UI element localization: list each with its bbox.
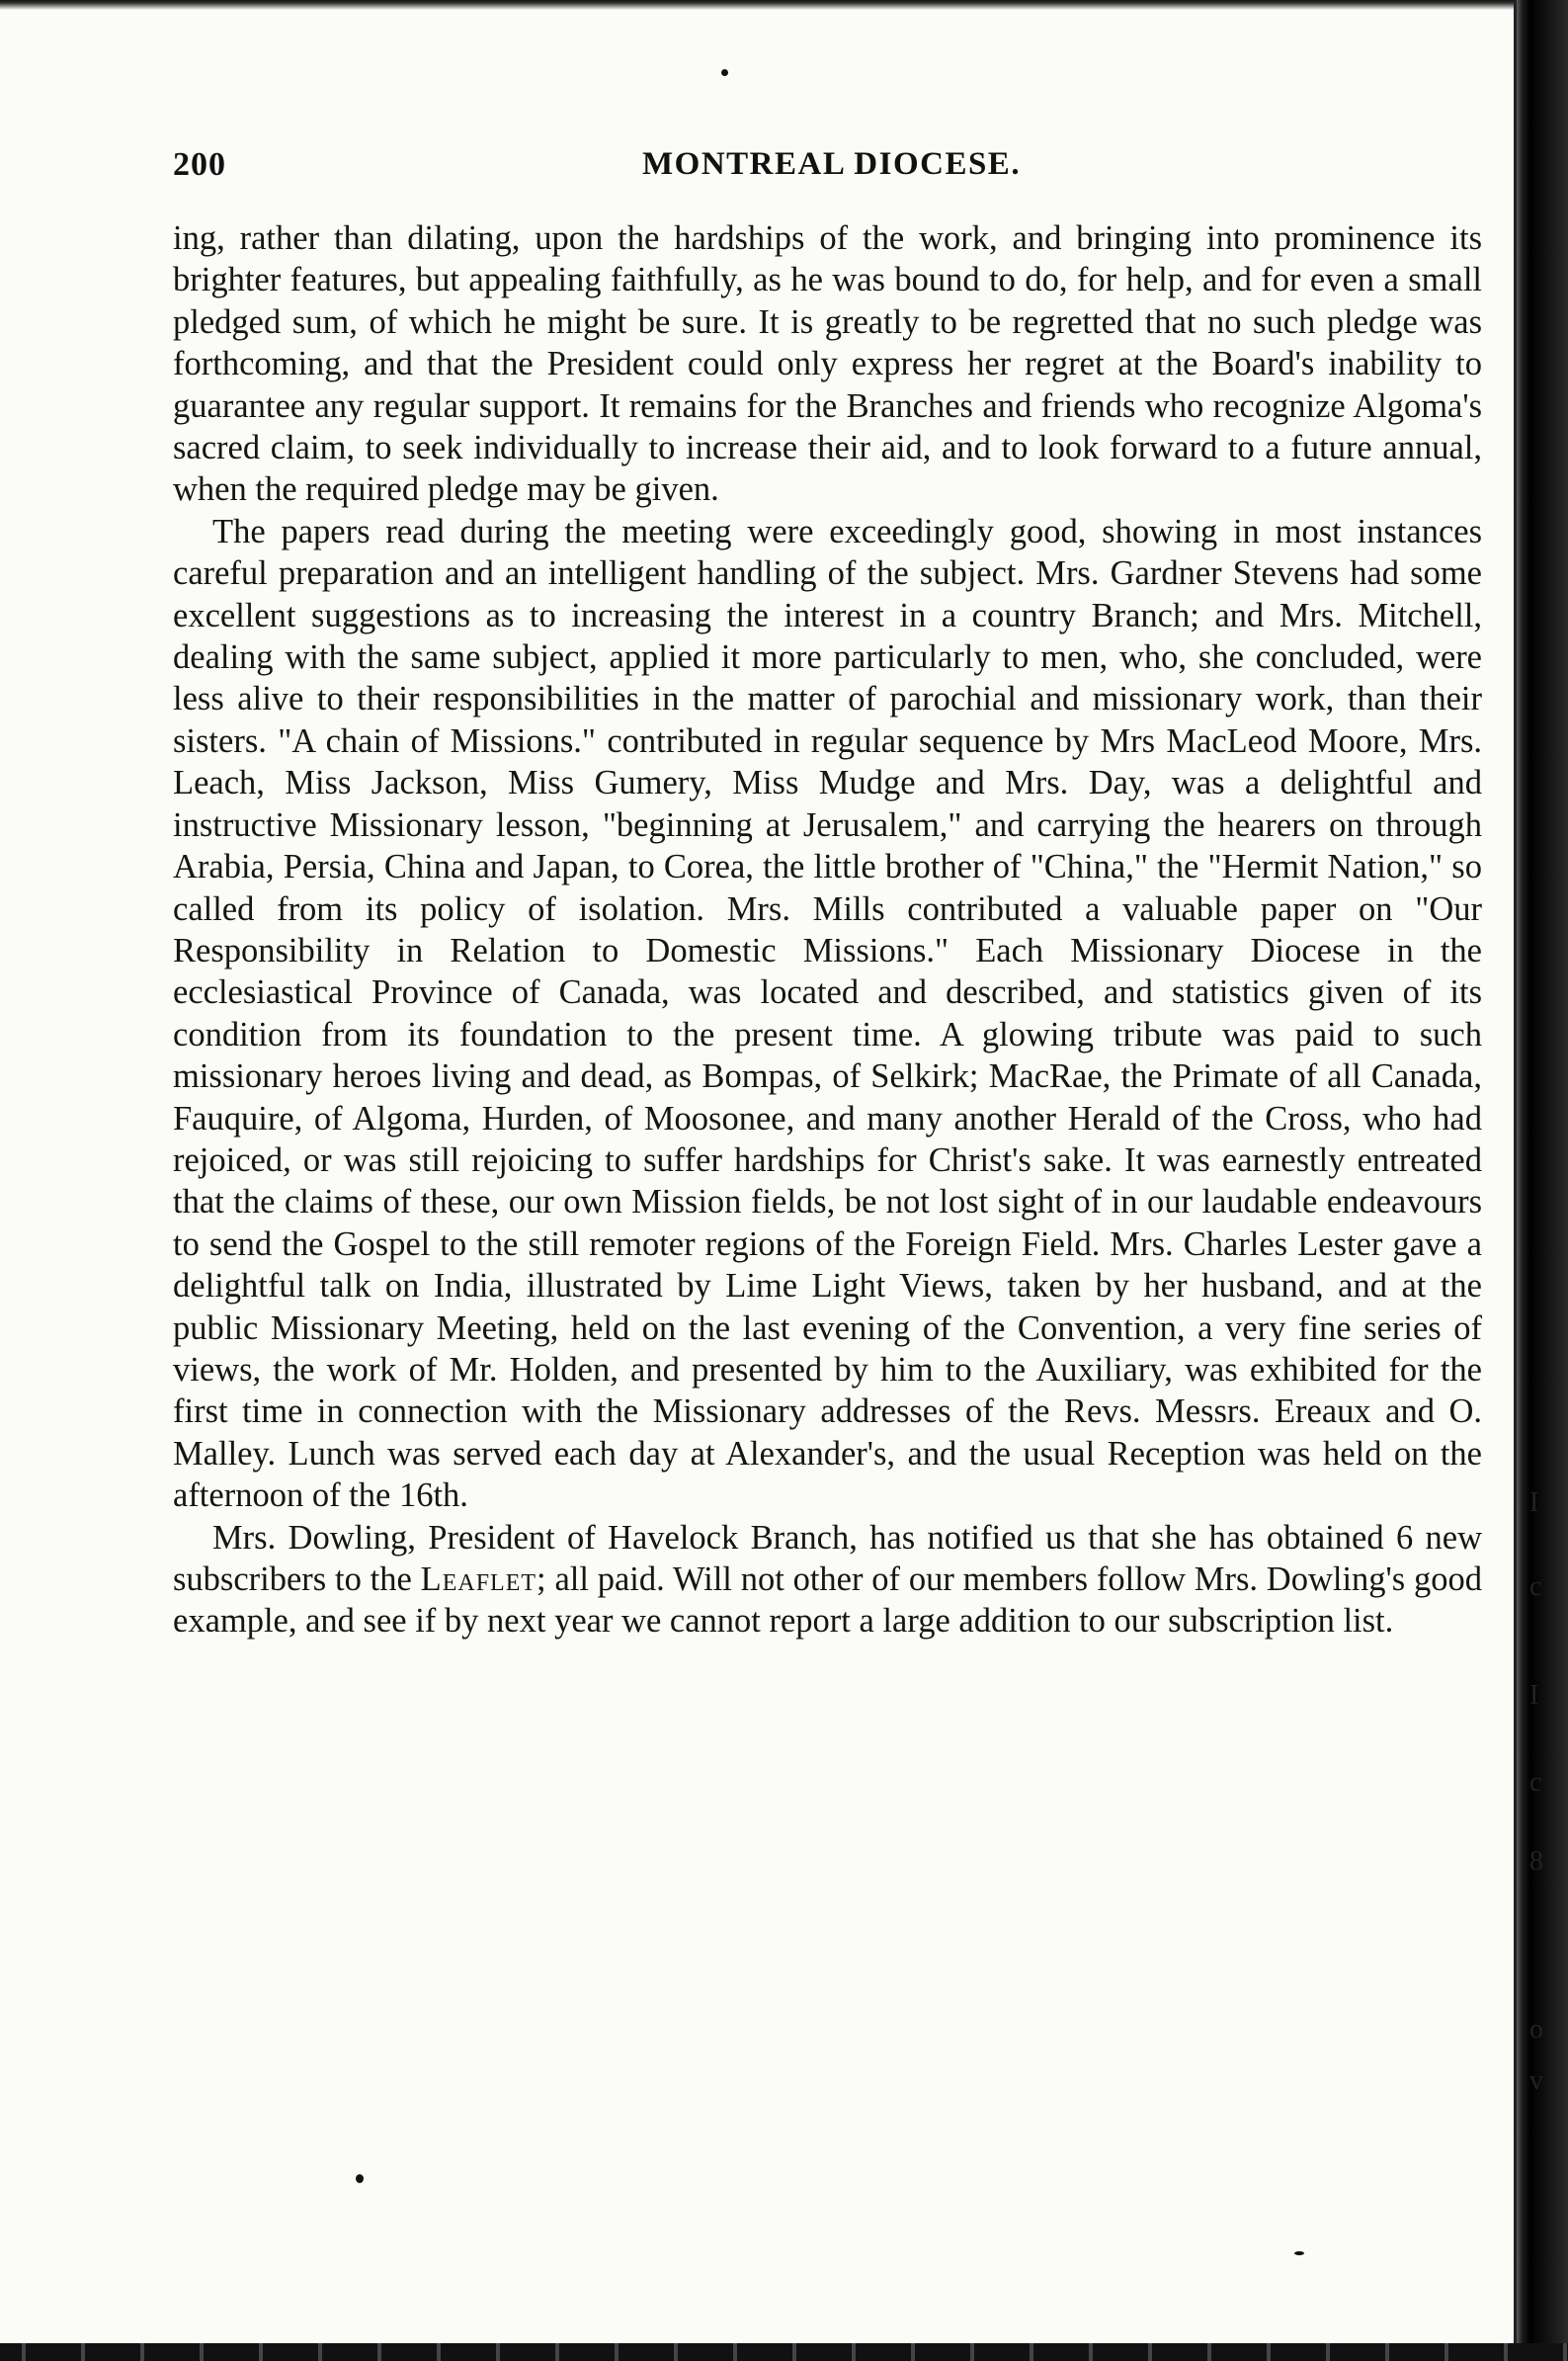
margin-fragment: c: [1529, 1767, 1542, 1798]
paragraph-text: ; all paid. Will not other of our members follow Mrs. Dowling's good example, and see if by next year we cannot report a large addition to our subscription list.: [173, 1560, 1483, 1641]
scan-speck: [1294, 2251, 1304, 2255]
margin-fragment: I: [1529, 1680, 1539, 1711]
margin-fragment: v: [1529, 2066, 1543, 2096]
scan-speck: [721, 69, 728, 76]
bottom-scan-edge: [0, 2343, 1568, 2361]
paragraph: ing, rather than dilating, upon the hardships of the work, and bringing into prominence its brighter features, but appealing faithfully, as he was bound to do, for help, and for even a small pledged sum, of which he might be sure. It is greatly to be regretted that no such pledge was forthcoming, and that the President could only express her regret at the Board's inability to guarantee any regular support. It remains for the Branches and friends who recognize Algoma's sacred claim, to seek individually to increase their aid, and to look forward to a future annual, when the required pledge may be given.: [173, 219, 1482, 509]
body-text: [173, 217, 1482, 1643]
running-head: MONTREAL DIOCESE.: [642, 146, 1022, 182]
scan-speck: [356, 2174, 364, 2183]
paragraph: The papers read during the meeting were exceedingly good, showing in most instances careful preparation and an intelligent handling of the subject. Mrs. Gardner Stevens had some excellent suggestions as to increasing the interest in a country Branch; and Mrs. Mitchell, dealing with the same subject, applied it more particularly to men, who, she concluded, were less alive to their responsibilities in the matter of parochial and missionary work, than their sisters. "A chain of Missions." contributed in regular sequence by Mrs MacLeod Moore, Mrs. Leach, Miss Jackson, Miss Gumery, Miss Mudge and Mrs. Day, was a delightful and instructive Missionary lesson, "beginning at Jerusalem," and carrying the hearers on through Arabia, Persia, China and Japan, to Corea, the little brother of "China," the "Hermit Nation," so called from its policy of isolation. Mrs. Mills contributed a valuable paper on "Our Responsibility in Relation to Domestic Missions." Each Missionary Diocese in the ecclesiastical Province of Canada, was located and described, and statistics given of its condition from its foundation to the present time. A glowing tribute was paid to such missionary heroes living and dead, as Bompas, of Selkirk; MacRae, the Primate of all Canada, Fauquire, of Algoma, Hurden, of Moosonee, and many another Herald of the Cross, who had rejoiced, or was still rejoicing to suffer hardships for Christ's sake. It was earnestly entreated that the claims of these, our own Mission fields, be not lost sight of in our laudable endeavours to send the Gospel to the still remoter regions of the Foreign Field. Mrs. Charles Lester gave a delightful talk on India, illustrated by Lime Light Views, taken by her husband, and at the public Missionary Meeting, held on the last evening of the Convention, a very fine series of views, the work of Mr. Holden, and presented by him to the Auxiliary, was exhibited for the first time in connection with the Missionary addresses of the Revs. Messrs. Ereaux and O. Malley. Lunch was served each day at Alexander's, and the usual Reception was held on the afternoon of the 16th.: [173, 512, 1482, 1515]
margin-fragment: I: [1529, 1487, 1539, 1518]
binding-shadow: [1517, 0, 1568, 2361]
margin-fragment: 8: [1529, 1846, 1543, 1877]
paragraph: [173, 1517, 1482, 1643]
paragraph-text: Mrs. Dowling, President of Havelock Branch, has notified us that she has obtained 6 new subscribers to the: [173, 1518, 1482, 1598]
page-header: [173, 146, 1482, 196]
margin-fragment: o: [1529, 2014, 1543, 2045]
page-number: 200: [173, 146, 226, 183]
top-scan-edge: [0, 0, 1568, 10]
publication-name: Leaflet: [420, 1560, 537, 1598]
margin-fragment: c: [1529, 1571, 1542, 1602]
